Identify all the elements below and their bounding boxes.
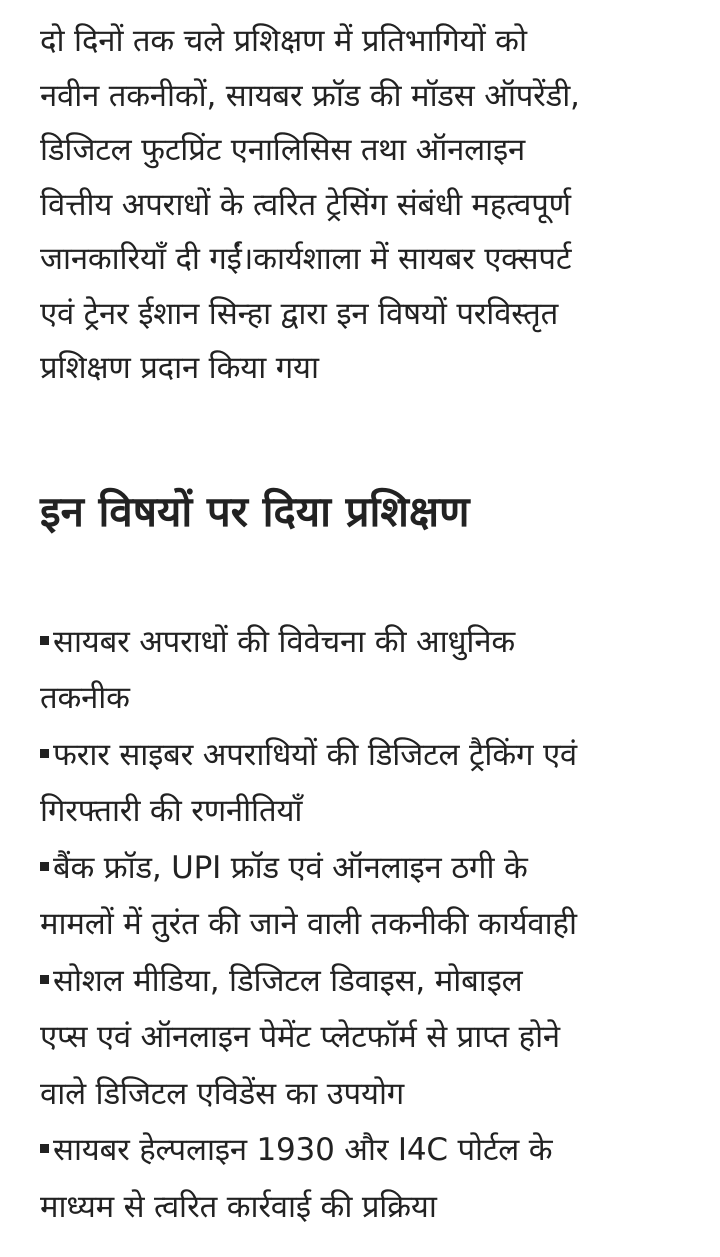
list-item	[40, 1122, 700, 1235]
square-bullet-icon	[40, 1144, 49, 1153]
intro-paragraph: दो दिनों तक चले प्रशिक्षण में प्रतिभागियों को नवीन तकनीकों, सायबर फ्रॉड की मॉडस ऑपरेंडी, डिजिटल फुटप्रिंट एनालिसिस तथा ऑनलाइन वित्तीय अपराधों के त्वरित ट्रेसिंग संबंधी महत्वपूर्ण जानकारियाँ दी गईं।कार्यशाला में सायबर एक्सपर्ट एवं ट्रेनर ईशान सिन्हा द्वारा इन विषयों परविस्तृत प्रशिक्षण प्रदान किया गया	[40, 23, 580, 386]
list-item-text: बैंक फ्रॉड, UPI फ्रॉड एवं ऑनलाइन ठगी के मामलों में तुरंत की जाने वाली तकनीकी कार्यवाही	[40, 849, 577, 942]
list-item	[40, 953, 700, 1123]
section-heading: इन विषयों पर दिया प्रशिक्षण	[40, 486, 470, 536]
training-topics-list	[40, 614, 700, 1236]
list-item	[40, 727, 700, 840]
list-item-text: सायबर अपराधों की विवेचना की आधुनिक तकनीक	[40, 623, 515, 716]
list-item	[40, 614, 700, 727]
list-item-text: सायबर हेल्पलाइन 1930 और I4C पोर्टल के माध्यम से त्वरित कार्रवाई की प्रक्रिया	[40, 1132, 553, 1225]
square-bullet-icon	[40, 636, 49, 645]
square-bullet-icon	[40, 749, 49, 758]
square-bullet-icon	[40, 862, 49, 871]
list-item	[40, 840, 700, 953]
list-item-text: सोशल मीडिया, डिजिटल डिवाइस, मोबाइल एप्स एवं ऑनलाइन पेमेंट प्लेटफॉर्म से प्राप्त होने वाले डिजिटल एविडेंस का उपयोग	[40, 962, 560, 1112]
list-item-text: फरार साइबर अपराधियों की डिजिटल ट्रैकिंग एवं गिरफ्तारी की रणनीतियाँ	[40, 736, 577, 829]
article-body	[40, 14, 700, 1235]
square-bullet-icon	[40, 975, 49, 984]
